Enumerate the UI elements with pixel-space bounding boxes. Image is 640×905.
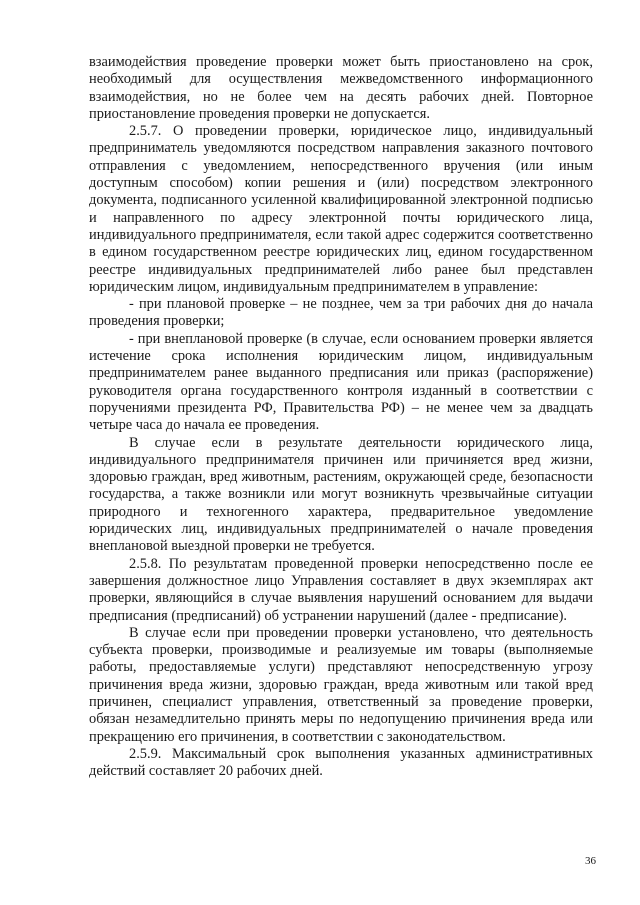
paragraph-continuation: взаимодействия проведение проверки может быть приостановлено на срок, необходимый для осуществления межведомственного информационного взаимодействия, но не более чем на десять рабочих дней. Повторное приостановление проведения проверки не допускается. xyxy=(89,54,593,122)
document-body xyxy=(89,54,593,780)
paragraph-threat-case: В случае если при проведении проверки установлено, что деятельность субъекта проверки, производимые и реализуемые им товары (выполняемые работы, предоставляемые услуги) представляют непосредственную угрозу причинения вреда жизни, здоровью граждан, вреда животным или такой вред причинен, специалист управления, ответственный за проведение проверки, обязан незамедлительно принять меры по недопущению причинения вреда или прекращению его причинения, в соответствии с законодательством. xyxy=(89,624,593,745)
page-number: 36 xyxy=(585,855,596,867)
paragraph-unplanned-inspection: - при внеплановой проверке (в случае, если основанием проверки является истечение срока исполнения юридическим лицом, индивидуальным предпринимателем ранее выданного предписания или приказ (распоряжение) руководителя органа государственного контроля изданный в соответствии с поручениями президента РФ, Правительства РФ) – не менее чем за двадцать четыре часа до начала ее проведения. xyxy=(89,330,593,434)
paragraph-planned-inspection: - при плановой проверке – не позднее, чем за три рабочих дня до начала проведения проверки; xyxy=(89,296,593,330)
paragraph-2-5-8: 2.5.8. По результатам проведенной проверки непосредственно после ее завершения должностное лицо Управления составляет в двух экземплярах акт проверки, являющийся в случае выявления нарушений основанием для выдачи предписания (предписаний) об устранении нарушений (далее - предписание). xyxy=(89,555,593,624)
paragraph-2-5-9: 2.5.9. Максимальный срок выполнения указанных административных действий составляет 20 рабочих дней. xyxy=(89,745,593,780)
paragraph-2-5-7: 2.5.7. О проведении проверки, юридическое лицо, индивидуальный предприниматель уведомляются посредством направления заказного почтового отправления с уведомлением, непосредственного вручения (или иным доступным способом) копии решения и (или) посредством электронного документа, подписанного усиленной квалифицированной электронной подписью и направленного по адресу электронной почты юридического лица, индивидуального предпринимателя, если такой адрес содержится соответственно в едином государственном реестре юридических лиц, едином государственном реестре индивидуальных предпринимателей либо ранее был представлен юридическим лицом, индивидуальным предпринимателем в управление: xyxy=(89,123,593,295)
paragraph-harm-case: В случае если в результате деятельности юридического лица, индивидуального предпринимателя причинен или причиняется вред жизни, здоровью граждан, вред животным, растениям, окружающей среде, безопасности государства, а также возникли или могут возникнуть чрезвычайные ситуации природного и техногенного характера, предварительное уведомление юридических лиц, индивидуальных предпринимателей о начале проведения внеплановой выездной проверки не требуется. xyxy=(89,434,593,555)
